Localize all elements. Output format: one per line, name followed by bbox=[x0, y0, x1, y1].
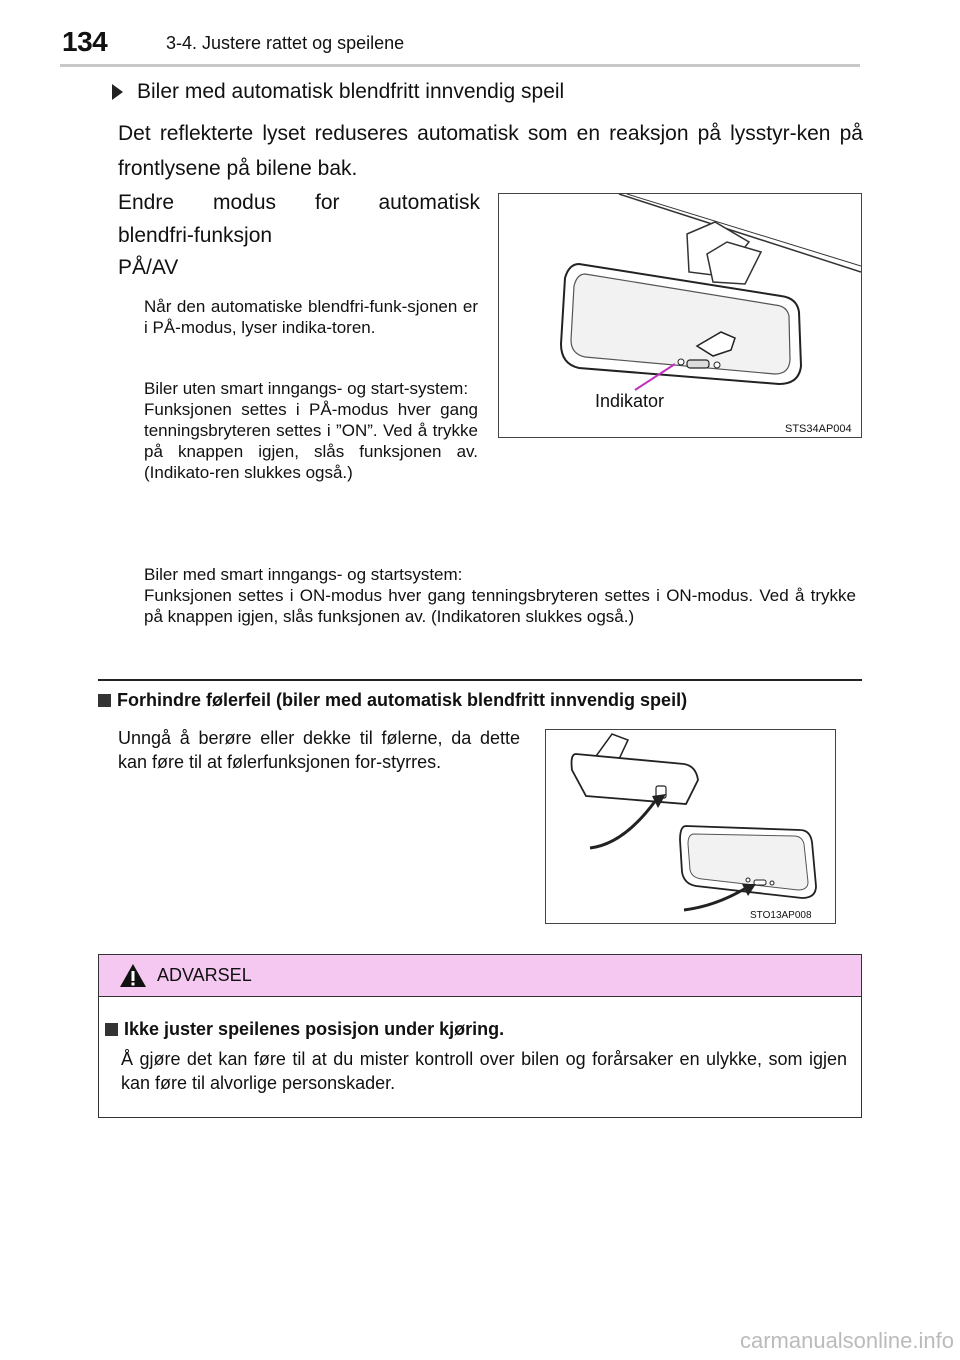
mirror-figure bbox=[498, 193, 862, 438]
warning-heading-text: Ikke juster speilenes posisjon under kjøring. bbox=[124, 1019, 505, 1039]
indicator-label: Indikator bbox=[595, 391, 665, 411]
section-rule bbox=[98, 679, 862, 681]
note-no-smart-entry: Biler uten smart inngangs- og start-system: Funksjonen settes i PÅ-modus hver gang tenningsbryteren settes i ”ON”. Ved å trykke på knappen igjen, slås funksjonen av. (Indikato-ren slukkes også.) bbox=[144, 379, 478, 482]
figure-code: STO13AP008 bbox=[750, 910, 812, 921]
mode-line-1 bbox=[118, 186, 480, 219]
bullet-heading bbox=[112, 80, 564, 104]
mode-word: modus bbox=[213, 191, 277, 214]
figure-code: STS34AP004 bbox=[785, 423, 852, 435]
warning-header bbox=[99, 955, 861, 997]
warning-icon bbox=[119, 963, 147, 988]
mirror-illustration bbox=[499, 194, 861, 437]
warning-heading bbox=[105, 1019, 504, 1040]
mode-word: for bbox=[314, 191, 340, 214]
intro-paragraph: Det reflekterte lyset reduseres automatisk som en reaksjon på lysstyr-ken på frontlysene på bilene bak. bbox=[118, 122, 863, 180]
sensor-figure bbox=[545, 729, 836, 924]
header-rule bbox=[60, 64, 860, 67]
square-bullet-icon bbox=[105, 1023, 118, 1036]
bullet-heading-text: Biler med automatisk blendfritt innvendig speil bbox=[137, 80, 565, 103]
page-number: 134 bbox=[62, 26, 108, 57]
sensor-paragraph: Unngå å berøre eller dekke til følerne, da dette kan føre til at følerfunksjonen for-styrres. bbox=[118, 728, 520, 772]
watermark: carmanualsonline.info bbox=[739, 1328, 954, 1353]
sub-heading bbox=[98, 690, 687, 711]
sensor-illustration bbox=[546, 730, 835, 923]
triangle-bullet-icon bbox=[112, 84, 123, 100]
mode-line-2: blendfri-funksjon bbox=[118, 224, 273, 247]
square-bullet-icon bbox=[98, 694, 111, 707]
mode-label bbox=[118, 186, 480, 252]
note-indicator: Når den automatiske blendfri-funk-sjonen er i PÅ-modus, lyser indika-toren. bbox=[144, 297, 478, 337]
note-smart-entry: Biler med smart inngangs- og startsystem: Funksjonen settes i ON-modus hver gang tenningsbryteren settes i ON-modus. Ved å trykke på knappen igjen, slås funksjonen av. (Indikatoren slukkes også.) bbox=[144, 565, 856, 626]
mode-word: Endre bbox=[118, 191, 175, 214]
on-off-label: PÅ/AV bbox=[118, 256, 179, 279]
warning-box bbox=[98, 954, 862, 1118]
warning-title: ADVARSEL bbox=[157, 965, 252, 985]
sub-heading-text: Forhindre følerfeil (biler med automatisk blendfritt innvendig speil) bbox=[117, 690, 688, 710]
mode-word: automatisk bbox=[378, 191, 480, 214]
section-title: 3-4. Justere rattet og speilene bbox=[166, 33, 405, 53]
warning-text: Å gjøre det kan føre til at du mister kontroll over bilen og forårsaker en ulykke, som igjen kan føre til alvorlige personskader. bbox=[121, 1049, 847, 1093]
